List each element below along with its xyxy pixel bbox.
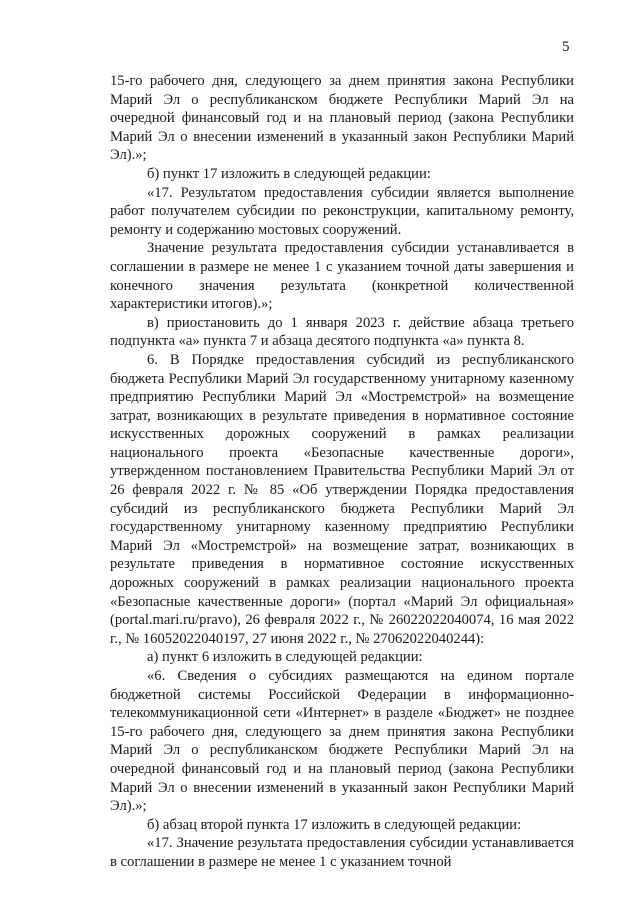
paragraph: 15-го рабочего дня, следующего за днем принятия закона Республики Марий Эл о республиканском бюджете Республики Марий Эл на очередной финансовый год и на плановый период (закона Республики Марий Эл о внесении изменений в указанный закон Республики Марий Эл).»; [110,73,574,164]
document-body [110,72,574,872]
page-number: 5 [562,39,570,55]
paragraph: «6. Сведения о субсидиях размещаются на едином портале бюджетной системы Российской Федерации в информационно-телекоммуникационной сети «Интернет» в разделе «Бюджет» не позднее 15-го рабочего дня, следующего за днем принятия закона Республики Марий Эл о республиканском бюджете Республики Марий Эл на очередной финансовый год и на плановый период (закона Республики Марий Эл о внесении изменений в указанный закон Республики Марий Эл).»; [110,668,574,815]
paragraph: «17. Значение результата предоставления субсидии устанавливается в соглашении в размере не менее 1 с указанием точной [110,835,574,870]
paragraph: а) пункт 6 изложить в следующей редакции: [147,649,423,666]
paragraph: б) абзац второй пункта 17 изложить в следующей редакции: [147,816,522,833]
paragraph: Значение результата предоставления субсидии устанавливается в соглашении в размере не менее 1 с указанием точной даты завершения и конечного значения результата (конкретной количественной характеристики итогов).»; [110,240,574,313]
paragraph: б) пункт 17 изложить в следующей редакции: [147,165,431,182]
paragraph: «17. Результатом предоставления субсидии является выполнение работ получателем субсидии по реконструкции, капитальному ремонту, ремонту и содержанию мостовых сооружений. [110,184,574,238]
paragraph: в) приостановить до 1 января 2023 г. действие абзаца третьего подпункта «а» пункта 7 и абзаца десятого подпункта «а» пункта 8. [110,314,574,350]
paragraph: 6. В Порядке предоставления субсидий из республиканского бюджета Республики Марий Эл государственному унитарному казенному предприятию Республики Марий Эл «Мостремстрой» на возмещение затрат, возникающих в результате приведения в нормативное состояние искусственных дорожных сооружений в рамках реализации национального проекта «Безопасные качественные дороги», утвержденном постановлением Правительства Республики Марий Эл от 26 февраля 2022 г. № 85 «Об утверждении Порядка предоставления субсидий из республиканского бюджета Республики Марий Эл государственному унитарному казенному предприятию Республики Марий Эл «Мостремстрой» на возмещение затрат, возникающих в результате приведения в нормативное состояние искусственных дорожных сооружений в рамках реализации национального проекта «Безопасные качественные дороги» (портал «Марий Эл официальная» (portal.mari.ru/pravo), 26 февраля 2022 г., № 26022022040074, 16 мая 2022 г., № 16052022040197, 27 июня 2022 г., № 27062022040244): [110,351,574,647]
